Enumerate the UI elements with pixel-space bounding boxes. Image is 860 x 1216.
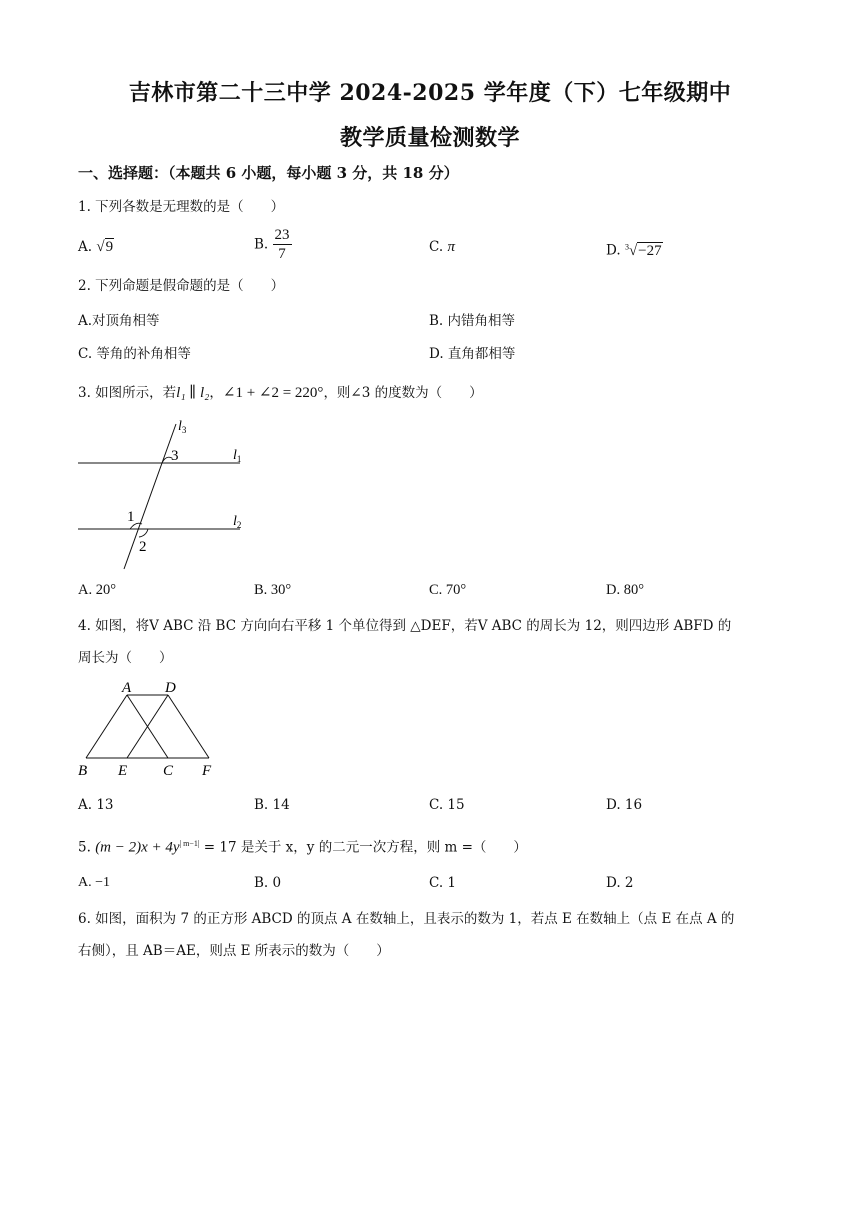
stem-text: ，则∠3 的度数为（ ） <box>323 385 483 401</box>
parallel-lines-expression: l₁ ∥ l₂ <box>176 385 210 401</box>
label-F: F <box>202 763 212 779</box>
q2-option-b: B. 内错角相等 <box>429 313 516 329</box>
question-number: 5. <box>78 839 91 856</box>
radicand: −27 <box>638 242 662 259</box>
cube-root-expression: $^3$√−27 <box>624 242 662 259</box>
equation-expression: (m − 2)x + 4y <box>95 839 180 856</box>
option-label: C. <box>429 239 444 255</box>
sqrt-expression: √9 <box>96 239 114 255</box>
denominator: 7 <box>278 246 286 262</box>
stem-text: = 17 是关于 x，y 的二元一次方程，则 m =（ ） <box>199 839 527 856</box>
option-label: B. <box>254 236 269 253</box>
option-label: D. <box>606 242 621 259</box>
label-C: C <box>163 763 174 779</box>
question-5-stem <box>78 834 527 858</box>
question-4-stem-line2: 周长为（ ） <box>78 650 173 666</box>
question-6-stem-line2: 右侧），且 AB＝AE，则点 E 所表示的数为（ ） <box>78 943 390 959</box>
label-angle-1: 1 <box>127 509 135 525</box>
q5-option-a: A. −1 <box>78 875 111 890</box>
q5-option-d: D. 2 <box>606 875 634 891</box>
q3-option-a: A. 20° <box>78 582 117 598</box>
q2-option-c: C. 等角的补角相等 <box>78 346 191 362</box>
stem-text: ， <box>209 385 223 401</box>
stem-text: 3. 如图所示，若 <box>78 385 177 401</box>
radicand: 9 <box>105 239 114 255</box>
q4-option-d: D. 16 <box>606 797 643 813</box>
root-index: 3 <box>624 242 629 251</box>
q4-option-a: A. 13 <box>78 797 114 813</box>
q5-option-c: C. 1 <box>429 875 457 891</box>
label-D: D <box>165 680 176 696</box>
q4-option-b: B. 14 <box>254 797 290 813</box>
q2-option-a: A.对顶角相等 <box>78 313 160 329</box>
question-1-stem: 1. 下列各数是无理数的是（ ） <box>78 199 285 215</box>
label-l1: $l_1$ <box>233 448 242 464</box>
q3-option-c: C. 70° <box>429 582 467 598</box>
segment-AB <box>86 695 127 758</box>
page-title-line1: 吉林市第二十三中学 2024-2025 学年度（下）七年级期中 <box>128 80 732 106</box>
q3-option-b: B. 30° <box>254 582 292 598</box>
angle-sum-expression: ∠1 + ∠2 = 220° <box>222 385 324 401</box>
question-6-stem-line1: 6. 如图，面积为 7 的正方形 ABCD 的顶点 A 在数轴上，且表示的数为 1，若点 E 在数轴上（点 E 在点 A 的 <box>78 911 735 927</box>
pi-symbol: π <box>447 239 455 255</box>
q5-option-b: B. 0 <box>254 875 282 891</box>
label-A: A <box>122 680 132 696</box>
label-E: E <box>118 763 128 779</box>
question-4-stem-line1: 4. 如图，将V ABC 沿 BC 方向向右平移 1 个单位得到 △DEF，若V ABC 的周长为 12，则四边形 ABFD 的 <box>78 618 732 634</box>
segment-DF <box>168 695 209 758</box>
label-B: B <box>78 763 88 779</box>
q2-option-d: D. 直角都相等 <box>429 346 516 362</box>
q3-option-d: D. 80° <box>606 582 645 598</box>
option-label: A. <box>78 239 93 255</box>
label-l3: $l_3$ <box>178 419 187 435</box>
q4-option-c: C. 15 <box>429 797 465 813</box>
numerator: 23 <box>274 227 290 243</box>
question-2-stem: 2. 下列命题是假命题的是（ ） <box>78 278 285 294</box>
section-heading: 一、选择题：（本题共 6 小题，每小题 3 分，共 18 分） <box>78 164 459 182</box>
page-title-line2: 教学质量检测数学 <box>339 125 520 151</box>
label-l2: $l_2$ <box>233 514 242 530</box>
label-angle-2: 2 <box>139 539 147 555</box>
label-angle-3: 3 <box>171 448 179 464</box>
exponent: | m−1| <box>179 839 200 848</box>
